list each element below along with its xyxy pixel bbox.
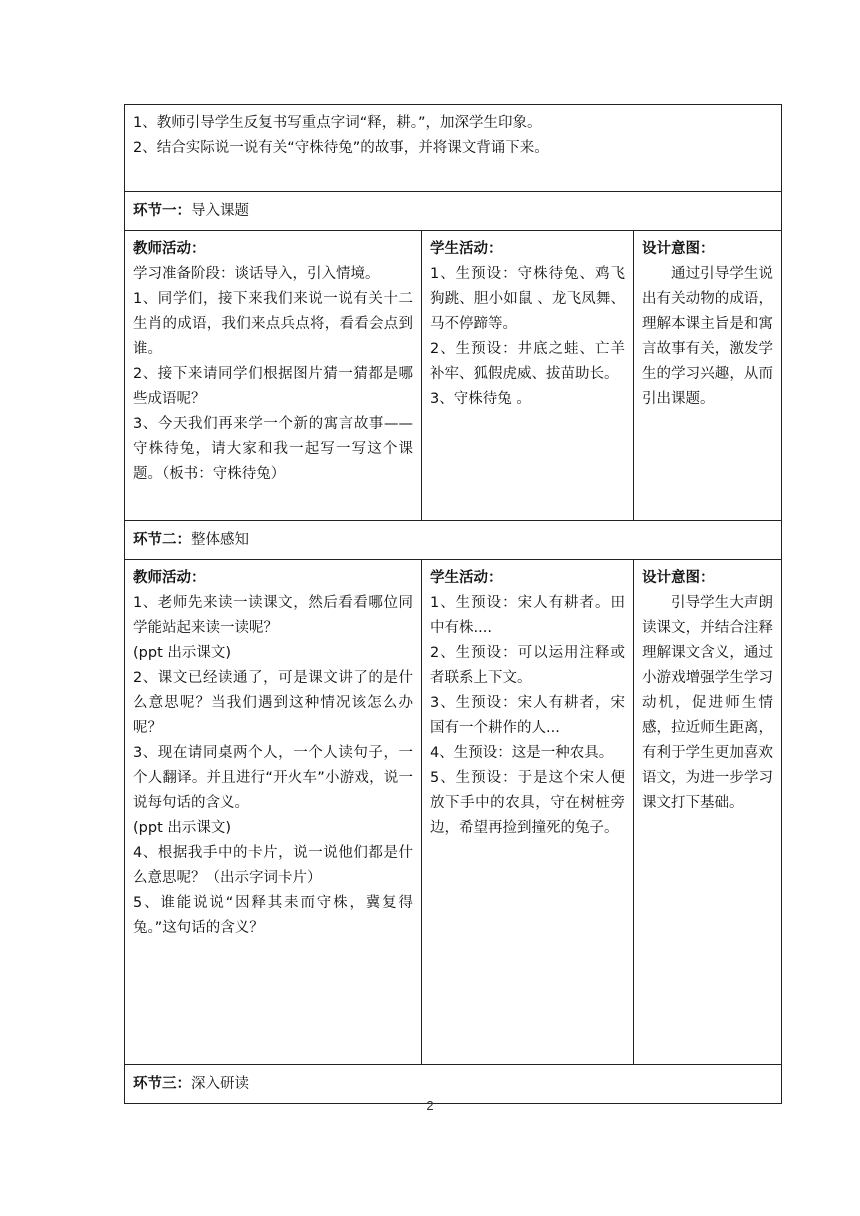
- teacher-step: 5、谁能说说“因释其耒而守株，冀复得兔。”这句话的含义？: [133, 895, 413, 936]
- intent-heading: 设计意图：: [642, 570, 715, 586]
- student-activity-cell: [422, 231, 634, 521]
- teacher-step: 2、接下来请同学们根据图片猜一猜都是哪些成语呢？: [133, 366, 413, 407]
- student-step: 1、生预设：守株待兔、鸡飞狗跳、胆小如鼠 、龙飞凤舞、马不停蹄等。: [430, 266, 625, 332]
- student-step: 2、生预设：可以运用注释或者联系上下文。: [430, 645, 625, 686]
- stage-title: 深入研读: [191, 1076, 249, 1092]
- objective-item: 2、结合实际说一说有关“守株待兔”的故事，并将课文背诵下来。: [133, 140, 549, 156]
- teacher-step: 1、老师先来读一读课文，然后看看哪位同学能站起来读一读呢？: [133, 595, 413, 636]
- stage-label: 环节二：: [133, 532, 191, 548]
- teacher-activity-cell: [125, 231, 422, 521]
- teacher-step: 3、现在请同桌两个人，一个人读句子，一个人翻译。并且进行“开火车”小游戏，说一说每句话的含义。: [133, 745, 413, 811]
- teacher-step: 1、同学们，接下来我们来说一说有关十二生肖的成语，我们来点兵点将，看看会点到谁。: [133, 291, 413, 357]
- stage-label: 环节三：: [133, 1076, 191, 1092]
- objective-item: 1、教师引导学生反复书写重点字词“释，耕。”，加深学生印象。: [133, 115, 542, 131]
- student-activity-cell: [422, 560, 634, 1065]
- teacher-activity-cell: [125, 560, 422, 1065]
- stage-label: 环节一：: [133, 203, 191, 219]
- design-intent-cell: [634, 231, 782, 521]
- teacher-step: 学习准备阶段：谈话导入，引入情境。: [133, 266, 380, 282]
- teacher-step: (ppt 出示课文): [133, 645, 232, 661]
- student-heading: 学生活动：: [430, 570, 503, 586]
- stage-header-2: [125, 521, 782, 560]
- teacher-step: 2、课文已经读通了，可是课文讲了的是什么意思呢？当我们遇到这种情况该怎么办呢？: [133, 670, 413, 736]
- teacher-heading: 教师活动：: [133, 241, 206, 257]
- lesson-plan-table: [124, 104, 782, 1104]
- stage-title: 导入课题: [191, 203, 249, 219]
- intent-heading: 设计意图：: [642, 241, 715, 257]
- design-intent-cell: [634, 560, 782, 1065]
- student-heading: 学生活动：: [430, 241, 503, 257]
- teacher-step: (ppt 出示课文): [133, 820, 232, 836]
- stage-header-1: [125, 192, 782, 231]
- page-number: 2: [426, 1098, 434, 1113]
- student-step: 3、生预设：宋人有耕者，宋国有一个耕作的人...: [430, 695, 625, 736]
- student-step: 3、守株待兔 。: [430, 391, 531, 407]
- teacher-heading: 教师活动：: [133, 570, 206, 586]
- student-step: 4、生预设：这是一种农具。: [430, 745, 614, 761]
- objectives-cell: [125, 105, 782, 192]
- student-step: 5、生预设：于是这个宋人便放下手中的农具，守在树桩旁边，希望再捡到撞死的兔子。: [430, 770, 625, 836]
- teacher-step: 3、今天我们再来学一个新的寓言故事——守株待兔，请大家和我一起写一写这个课题。（板书：守株待兔）: [133, 416, 413, 482]
- student-step: 2、生预设：井底之蛙、亡羊补牢、狐假虎威、拔苗助长。: [430, 341, 625, 382]
- intent-text: 通过引导学生说出有关动物的成语，理解本课主旨是和寓言故事有关，激发学生的学习兴趣，从而引出课题。: [642, 266, 773, 407]
- student-step: 1、生预设：宋人有耕者。田中有株....: [430, 595, 625, 636]
- stage-title: 整体感知: [191, 532, 249, 548]
- intent-text: 引导学生大声朗读课文，并结合注释理解课文含义，通过小游戏增强学生学习动机，促进师生情感，拉近师生距离，有利于学生更加喜欢语文，为进一步学习课文打下基础。: [642, 595, 773, 811]
- teacher-step: 4、根据我手中的卡片，说一说他们都是什么意思呢？（出示字词卡片）: [133, 845, 413, 886]
